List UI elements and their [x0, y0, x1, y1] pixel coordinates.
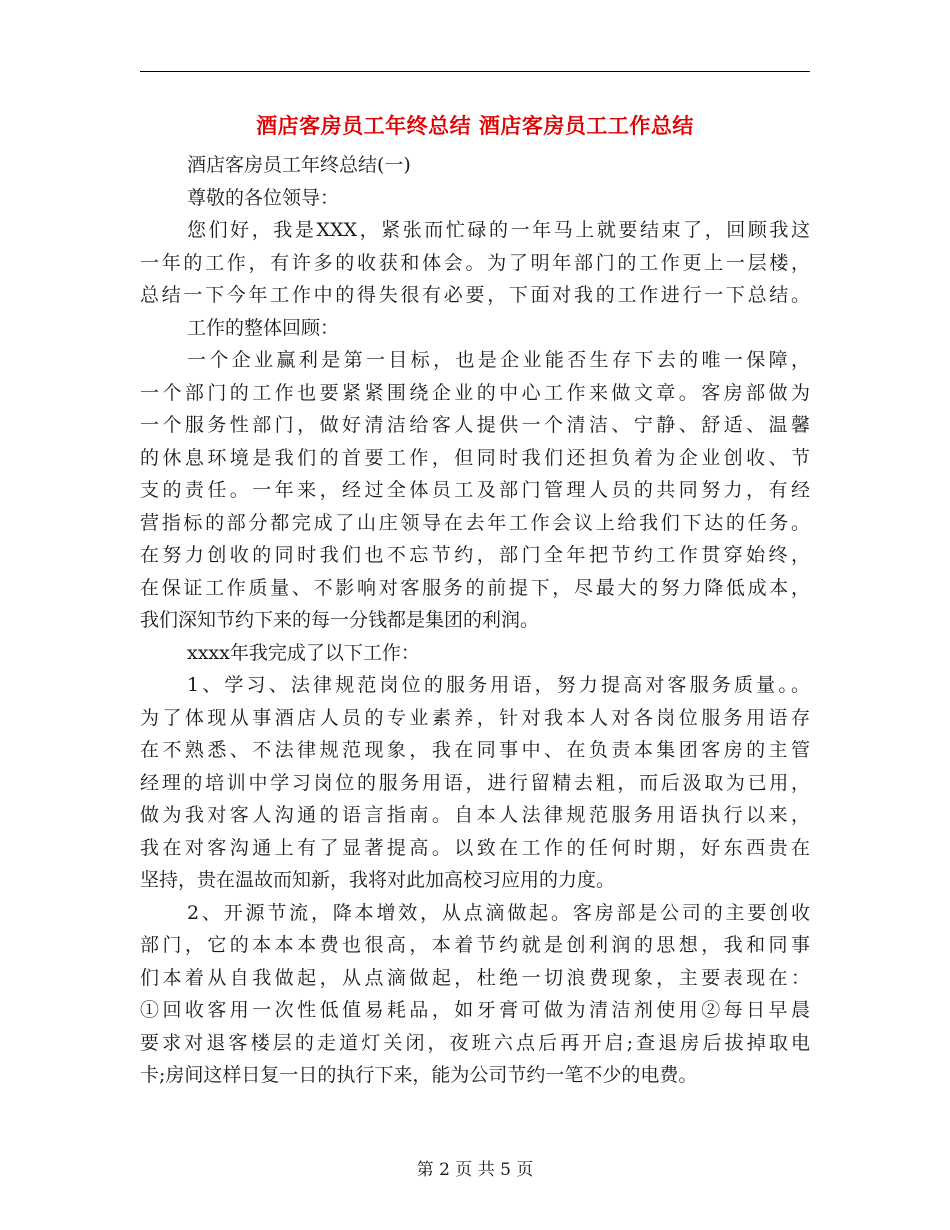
paragraph-line: 您们好，我是XXX，紧张而忙碌的一年马上就要结束了，回顾我这 [187, 219, 810, 241]
paragraph-line: 我们深知节约下来的每一分钱都是集团的利润。 [140, 609, 540, 631]
paragraph-line: 部门，它的本本本费也很高，本着节约就是创利润的思想，我和同事 [140, 934, 810, 956]
paragraph-line: 1、学习、法律规范岗位的服务用语，努力提高对客服务质量。。 [187, 674, 810, 696]
subheading: xxxx年我完成了以下工作： [187, 641, 420, 664]
paragraph-line: 在保证工作质量、不影响对客服务的前提下，尽最大的努力降低成本， [140, 576, 810, 599]
paragraph-line: 卡;房间这样日复一日的执行下来，能为公司节约一笔不少的电费。 [140, 1064, 698, 1086]
document-body [140, 149, 810, 1092]
paragraph-line: 坚持，贵在温故而知新，我将对此加高校习应用的力度。 [140, 869, 616, 891]
paragraph-line: 一年的工作，有许多的收获和体会。为了明年部门的工作更上一层楼， [140, 251, 810, 274]
subheading: 工作的整体回顾： [187, 316, 340, 339]
paragraph-line: 一个企业赢利是第一目标，也是企业能否生存下去的唯一保障， [187, 349, 810, 371]
paragraph-line: 支的责任。一年来，经过全体员工及部门管理人员的共同努力，有经 [140, 479, 810, 501]
paragraph-line: 经理的培训中学习岗位的服务用语，进行留精去粗，而后汲取为已用， [140, 771, 810, 794]
paragraph-line: 营指标的部分都完成了山庄领导在去年工作会议上给我们下达的任务。 [140, 511, 810, 534]
paragraph-line: 为了体现从事酒店人员的专业素养，针对我本人对各岗位服务用语存 [140, 706, 810, 729]
paragraph-line: 2、开源节流，降本增效，从点滴做起。客房部是公司的主要创收 [187, 901, 810, 924]
paragraph-line: 总结一下今年工作中的得失很有必要，下面对我的工作进行一下总结。 [140, 284, 810, 306]
section-heading: 酒店客房员工年终总结(一) [187, 154, 411, 176]
paragraph-line: ①回收客用一次性低值易耗品，如牙膏可做为清洁剂使用②每日早晨 [140, 999, 810, 1021]
paragraph-line: 在不熟悉、不法律规范现象，我在同事中、在负责本集团客房的主管 [140, 739, 810, 761]
paragraph-line: 们本着从自我做起，从点滴做起，杜绝一切浪费现象，主要表现在： [140, 966, 810, 989]
paragraph-line: 在努力创收的同时我们也不忘节约，部门全年把节约工作贯穿始终， [140, 544, 810, 566]
paragraph-line: 一个部门的工作也要紧紧围绕企业的中心工作来做文章。客房部做为 [140, 381, 810, 404]
page-footer: 第 2 页 共 5 页 [416, 1160, 534, 1180]
header-rule [140, 71, 810, 72]
paragraph-line: 做为我对客人沟通的语言指南。自本人法律规范服务用语执行以来， [140, 804, 810, 826]
paragraph-line: 的休息环境是我们的首要工作，但同时我们还担负着为企业创收、节 [140, 446, 810, 469]
paragraph-line: 要求对退客楼层的走道灯关闭，夜班六点后再开启;查退房后拔掉取电 [140, 1031, 810, 1054]
paragraph-line: 我在对客沟通上有了显著提高。以致在工作的任何时期，好东西贵在 [140, 836, 810, 859]
document-title: 酒店客房员工年终总结 酒店客房员工工作总结 [256, 113, 694, 138]
paragraph-line: 一个服务性部门，做好清洁给客人提供一个清洁、宁静、舒适、温馨 [140, 414, 810, 436]
salutation: 尊敬的各位领导： [187, 186, 340, 209]
